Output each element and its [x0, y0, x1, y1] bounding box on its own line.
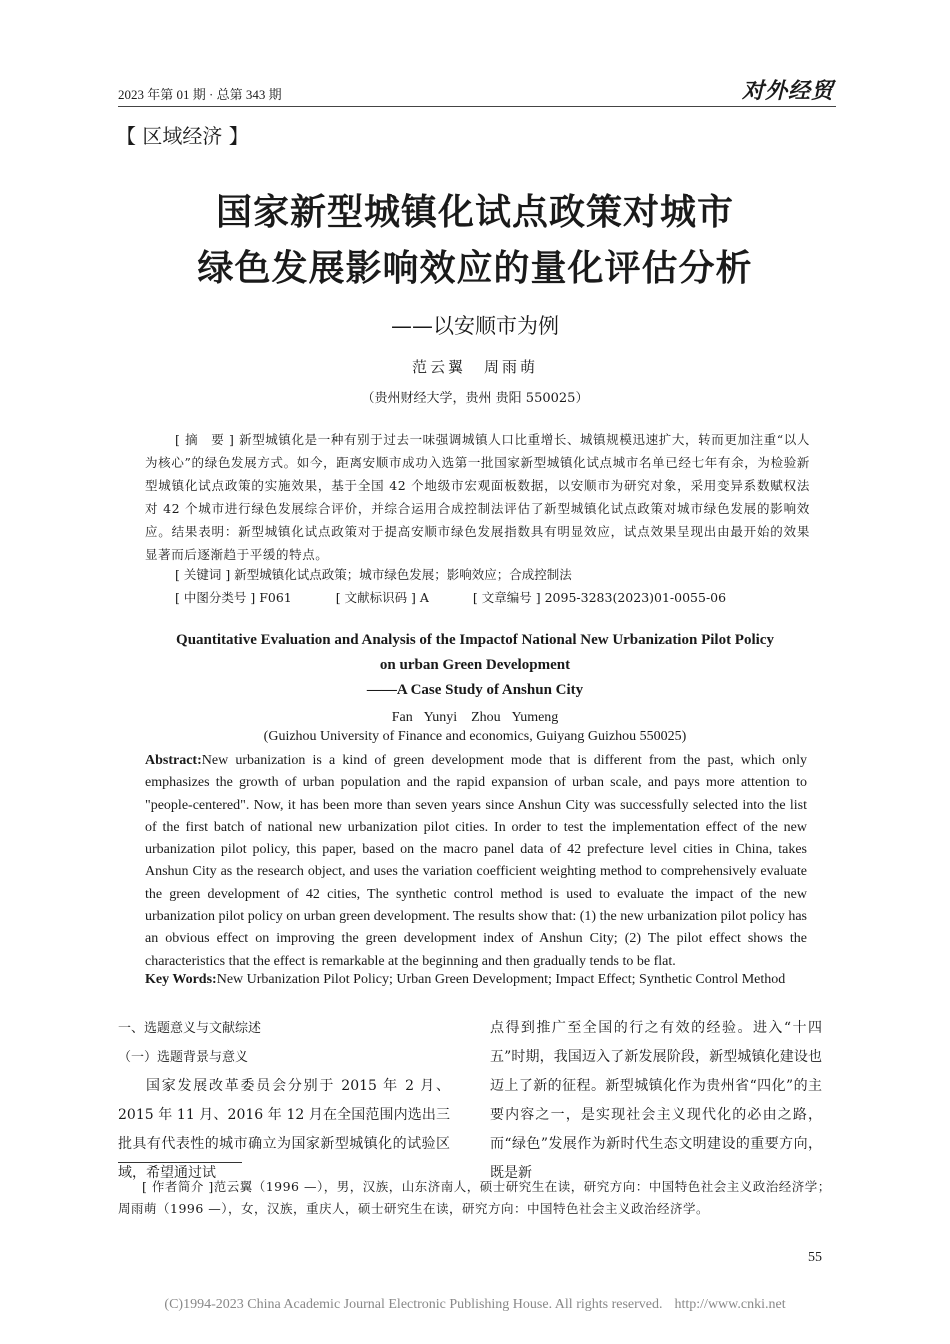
keywords-cn — [175, 565, 572, 583]
page-number: 55 — [808, 1250, 822, 1265]
article-number-value: 2095-3283(2023)01-0055-06 — [544, 590, 727, 605]
clc-value: F061 — [259, 590, 292, 605]
article-number-field — [473, 590, 726, 605]
journal-logo: 对外经贸 — [741, 78, 834, 104]
keywords-en-label: Key Words: — [145, 972, 217, 987]
clc-field — [175, 590, 292, 605]
footnote-label: [ 作者简介 ] — [142, 1179, 214, 1194]
body-paragraph-right: 点得到推广至全国的行之有效的经验。进入“十四五”时期，我国迈入了新发展阶段，新型城镇化建设也迈上了新的征程。新型城镇化作为贵州省“四化”的主要内容之一，是实现社会主义现代化的必由之路，而“绿色”发展作为新时代生态文明建设的重要方向，既是新 — [490, 1020, 822, 1181]
article-number-label: [ 文章编号 ] — [472, 590, 541, 605]
header-rule — [118, 106, 836, 107]
copyright-url[interactable]: http://www.cnki.net — [674, 1297, 786, 1312]
section-tag: 【 区域经济 】 — [116, 124, 249, 148]
title-line-2: 绿色发展影响效应的量化评估分析 — [197, 248, 753, 289]
footnote-text: 范云翼（1996 —），男，汉族，山东济南人，硕士研究生在读，研究方向：中国特色社会主义政治经济学；周雨萌（1996 —），女，汉族，重庆人，硕士研究生在读，研究方向：中国特色社会主义政治经济学。 — [118, 1179, 831, 1216]
footnote-rule — [118, 1162, 242, 1163]
section-heading-2: （一）选题背景与意义 — [118, 1050, 249, 1065]
keywords-en-text: New Urbanization Pilot Policy; Urban Green Development; Impact Effect; Synthetic Control Method — [216, 972, 786, 987]
abstract-en-label: Abstract: — [145, 753, 202, 768]
english-title-line-1: Quantitative Evaluation and Analysis of the Impactof National New Urbanization Pilot Policy — [176, 632, 774, 648]
title-line-1: 国家新型城镇化试点政策对城市 — [215, 192, 734, 233]
issue-info: 2023 年第 01 期 · 总第 343 期 — [118, 87, 282, 102]
abstract-cn-text: 新型城镇化是一种有别于过去一味强调城镇人口比重增长、城镇规模迅速扩大，转而更加注重“以人为核心”的绿色发展方式。如今，距离安顺市成功入选第一批国家新型城镇化试点城市名单已经七年有余，为检验新型城镇化试点政策的实施效果，基于全国 42 个地级市宏观面板数据，以安顺市为研究对象，采用变异系数赋权法对 42 个城市进行绿色发展综合评价，并综合运用合成控制法评估了新型城镇化试点政策对城市绿色发展的影响效应。结果表明：新型城镇化试点政策对于提高安顺市绿色发展指数具有明显效应，试点效果呈现出由最开始的效果显著而后逐渐趋于平缓的特点。 — [145, 432, 811, 562]
copyright-line — [0, 1297, 950, 1313]
abstract-en-text: New urbanization is a kind of green development mode that is different from the past, which only emphasizes the growth of urban population and the rapid expansion of urban scale, and pays more attention to "people-centered". Now, it has been more than seven years since Anshun City was successfully selected into the list of the first batch of national new urbanization pilot cities. In order to test the implementation effect of the new urbanization pilot policy, this paper, based on the macro panel data of 42 prefecture level cities in China, takes Anshun City as the research object, and uses the variation coefficient weighting method to comprehensively evaluate the green development of 42 cities, The synthetic control method is used to evaluate the impact of the new urbanization pilot policy on urban green development. The results show that: (1) the new urbanization pilot policy has an obvious effect on improving the green development index of Anshun City; (2) The pilot effect shows the characteristics that the effect is remarkable at the beginning and then gradually tends to be flat. — [145, 753, 807, 969]
abstract-cn — [145, 428, 810, 566]
section-heading-1: 一、选题意义与文献综述 — [118, 1021, 262, 1036]
clc-label: [ 中图分类号 ] — [175, 590, 256, 605]
english-title-line-2: on urban Green Development — [379, 657, 571, 673]
classification-line — [175, 588, 766, 606]
keywords-cn-label: [ 关键词 ] — [175, 567, 231, 582]
doc-code-field — [336, 590, 429, 605]
subtitle: ——以安顺市为例 — [391, 314, 559, 338]
doc-code-label: [ 文献标识码 ] — [335, 590, 416, 605]
keywords-en — [145, 972, 785, 988]
body-right-column — [490, 1014, 822, 1188]
doc-code-value: A — [419, 590, 429, 605]
affiliation: （贵州财经大学，贵州 贵阳 550025） — [361, 391, 589, 406]
author-footnote — [118, 1176, 838, 1220]
authors: 范云翼 周雨萌 — [411, 358, 538, 376]
english-subtitle: ——A Case Study of Anshun City — [366, 682, 584, 698]
abstract-cn-label: [ 摘 要 ] — [175, 432, 235, 447]
english-authors: Fan Yunyi Zhou Yumeng — [391, 710, 559, 725]
body-paragraph-left: 国家发展改革委员会分别于 2015 年 2 月、2015 年 11 月、2016 年 12 月在全国范围内选出三批具有代表性的城市确立为国家新型城镇化的试验区域，希望通过试 — [118, 1078, 450, 1181]
abstract-en — [145, 750, 807, 973]
english-affiliation: (Guizhou University of Finance and economics, Guiyang Guizhou 550025) — [263, 729, 687, 744]
keywords-cn-text: 新型城镇化试点政策；城市绿色发展；影响效应；合成控制法 — [234, 567, 572, 582]
copyright-text: (C)1994-2023 China Academic Journal Electronic Publishing House. All rights reserved. — [164, 1297, 663, 1312]
